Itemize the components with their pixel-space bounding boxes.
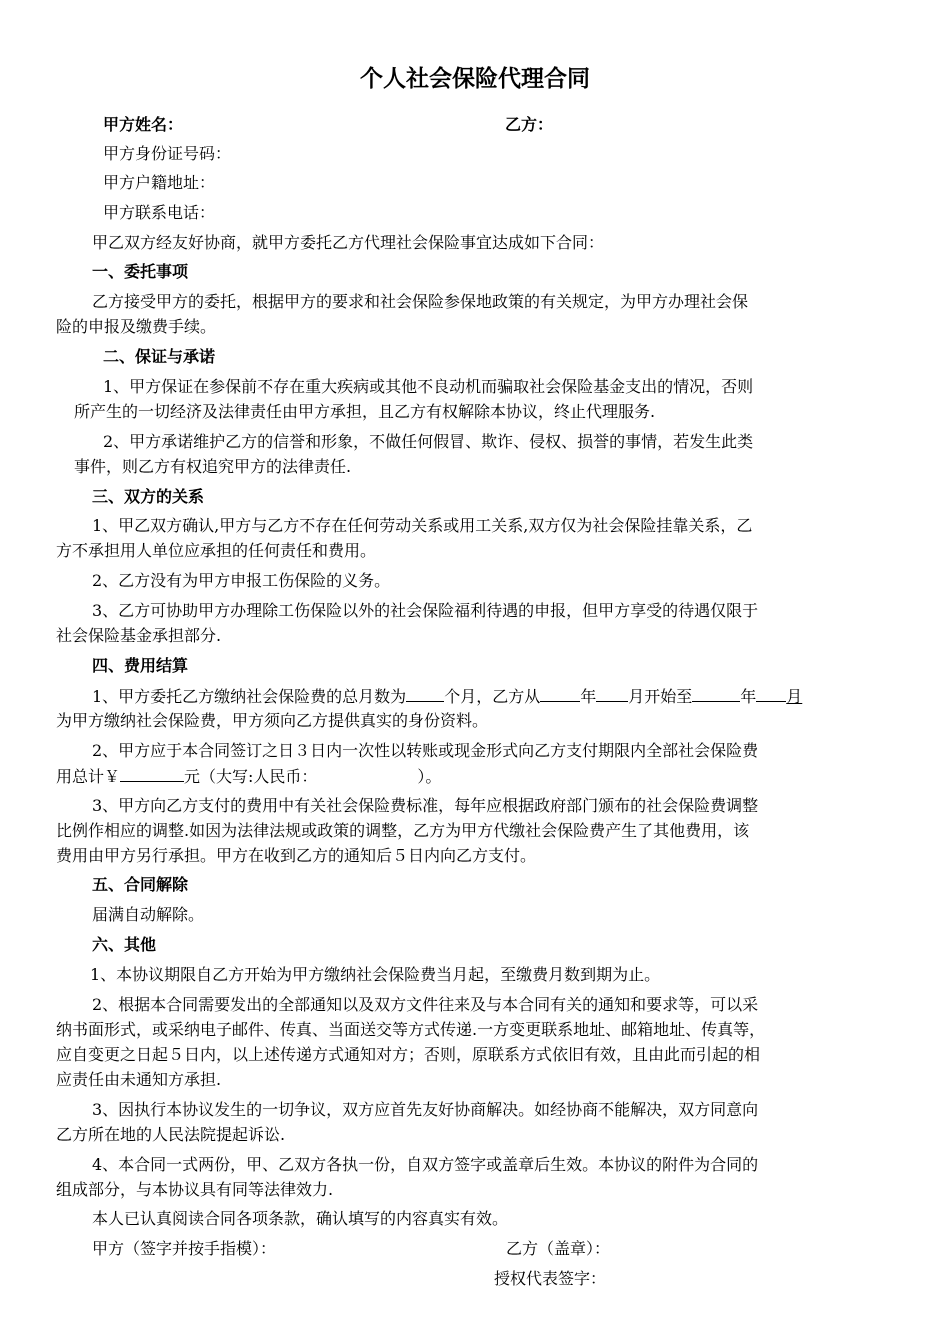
section-4-heading: 四、费用结算 <box>92 656 189 675</box>
section-5-text: 届满自动解除。 <box>92 905 205 924</box>
authorized-rep-signature-label: 授权代表签字： <box>494 1269 607 1288</box>
section-4-text: ）。 <box>417 767 442 786</box>
section-4-text: 年 <box>740 687 757 706</box>
confirmation-statement: 本人已认真阅读合同各项条款，确认填写的内容真实有效。 <box>92 1209 509 1228</box>
section-2-text: 事件，则乙方有权追究甲方的法律责任. <box>74 457 352 476</box>
party-a-phone-label: 甲方联系电话： <box>103 203 216 222</box>
section-3-text: 1、甲乙双方确认,甲方与乙方不存在任何劳动关系或用工关系,双方仅为社会保险挂靠关系，乙 <box>92 516 753 535</box>
end-year-field[interactable] <box>692 685 740 702</box>
section-6-heading: 六、其他 <box>92 935 157 954</box>
start-year-field[interactable] <box>540 685 580 702</box>
party-b-seal-label: 乙方（盖章）： <box>506 1239 611 1258</box>
section-6-text: 应责任由未通知方承担. <box>56 1070 222 1089</box>
section-3-text: 社会保险基金承担部分. <box>56 626 222 645</box>
section-6-text: 乙方所在地的人民法院提起诉讼. <box>56 1125 286 1144</box>
section-3-text: 方不承担用人单位应承担的任何责任和费用。 <box>56 541 377 560</box>
intro-paragraph: 甲乙双方经友好协商，就甲方委托乙方代理社会保险事宜达成如下合同： <box>92 233 605 252</box>
section-4-months-line <box>92 685 802 708</box>
start-month-field[interactable] <box>596 685 628 702</box>
section-6-text: 纳书面形式，或采纳电子邮件、传真、当面送交等方式传递.一方变更联系地址、邮箱地址、传真等， <box>56 1020 766 1039</box>
section-6-text: 应自变更之日起５日内，以上述传递方式通知对方；否则，原联系方式依旧有效，且由此而引起的相 <box>56 1045 761 1064</box>
section-4-text: 费用由甲方另行承担。甲方在收到乙方的通知后５日内向乙方支付。 <box>56 846 537 865</box>
section-4-text: 用总计￥ <box>56 767 121 786</box>
section-6-text: 组成部分，与本协议具有同等法律效力. <box>56 1180 334 1199</box>
section-6-text: 4、本合同一式两份，甲、乙双方各执一份，自双方签字或盖章后生效。本协议的附件为合同的 <box>92 1155 759 1174</box>
section-2-text: 2、甲方承诺维护乙方的信誉和形象，不做任何假冒、欺诈、侵权、损誉的事情，若发生此类 <box>103 432 754 451</box>
document-title: 个人社会保险代理合同 <box>360 66 590 92</box>
section-6-text: 3、因执行本协议发生的一切争议，双方应首先友好协商解决。如经协商不能解决，双方同意向 <box>92 1100 759 1119</box>
section-4-text: 年 <box>580 687 597 706</box>
amount-field[interactable] <box>120 765 184 782</box>
section-4-text: 3、甲方向乙方支付的费用中有关社会保险费标准，每年应根据政府部门颁布的社会保险费调整 <box>92 796 759 815</box>
party-a-id-label: 甲方身份证号码： <box>103 144 232 163</box>
section-2-text: 1、甲方保证在参保前不存在重大疾病或其他不良动机而骗取社会保险基金支出的情况，否则 <box>103 377 754 396</box>
section-3-heading: 三、双方的关系 <box>92 487 205 506</box>
section-1-text: 乙方接受甲方的委托，根据甲方的要求和社会保险参保地政策的有关规定，为甲方办理社会保 <box>92 292 749 311</box>
party-a-address-label: 甲方户籍地址： <box>103 173 216 192</box>
section-5-heading: 五、合同解除 <box>92 875 189 894</box>
section-2-text: 所产生的一切经济及法律责任由甲方承担，且乙方有权解除本协议，终止代理服务. <box>74 402 656 421</box>
end-month-field[interactable] <box>756 685 786 702</box>
section-3-text: 3、乙方可协助甲方办理除工伤保险以外的社会保险福利待遇的申报，但甲方享受的待遇仅限于 <box>92 601 759 620</box>
section-4-text: 比例作相应的调整.如因为法律法规或政策的调整，乙方为甲方代缴社会保险费产生了其他费用，该 <box>56 821 750 840</box>
party-a-name-label: 甲方姓名： <box>103 115 184 134</box>
section-4-text: 1、甲方委托乙方缴纳社会保险费的总月数为 <box>92 687 407 706</box>
section-4-amount-line <box>56 765 441 788</box>
section-4-text: 个月，乙方从 <box>444 687 541 706</box>
party-b-label: 乙方： <box>505 115 554 134</box>
section-1-text: 险的申报及缴费手续。 <box>56 317 217 336</box>
section-2-heading: 二、保证与承诺 <box>103 347 216 366</box>
party-a-signature-label: 甲方（签字并按手指模）： <box>92 1239 277 1258</box>
section-6-text: 2、根据本合同需要发出的全部通知以及双方文件往来及与本合同有关的通知和要求等，可以采 <box>92 995 759 1014</box>
months-count-field[interactable] <box>406 685 444 702</box>
section-4-text: 元（大写:人民币： <box>184 767 318 786</box>
section-1-heading: 一、委托事项 <box>92 262 189 281</box>
section-3-text: 2、乙方没有为甲方申报工伤保险的义务。 <box>92 571 391 590</box>
section-4-text: 月开始至 <box>628 687 693 706</box>
section-4-text: 为甲方缴纳社会保险费，甲方须向乙方提供真实的身份资料。 <box>56 711 489 730</box>
section-6-text: 1、本协议期限自乙方开始为甲方缴纳社会保险费当月起，至缴费月数到期为止。 <box>90 965 661 984</box>
section-4-text: 2、甲方应于本合同签订之日３日内一次性以转账或现金形式向乙方支付期限内全部社会保险费 <box>92 741 759 760</box>
section-4-text: 月 <box>786 687 803 706</box>
